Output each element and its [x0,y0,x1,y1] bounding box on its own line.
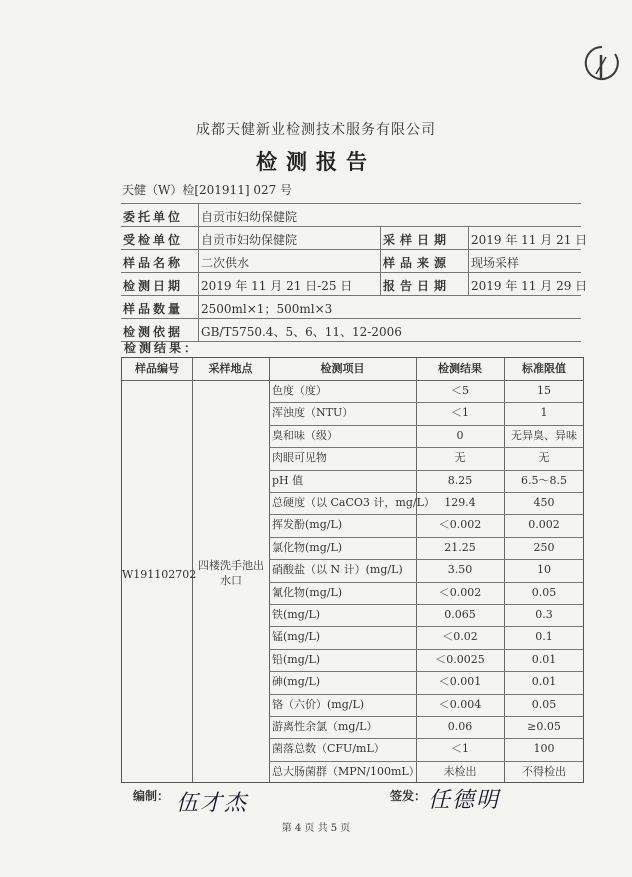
standard-limit: 10 [537,563,551,577]
report-number: 天健（W）检[201911] 027 号 [122,183,293,197]
divider [380,273,381,295]
standard-limit: 0.01 [531,652,557,666]
test-result: 0.06 [447,720,473,733]
test-item: 臭和味（级） [272,428,338,442]
info-row-quantity [121,296,581,319]
test-item: 锰(mg/L) [272,630,321,644]
report-title: 检测报告 [256,149,376,174]
standard-limit: 0.1 [535,630,553,644]
inspected-value: 自贡市妇幼保健院 [201,233,298,247]
results-heading: 检测结果： [124,341,200,355]
sample-name-value: 二次供水 [201,256,250,270]
basis-label: 检测依据 [123,325,184,339]
sample-source-value: 现场采样 [471,256,520,270]
divider [198,273,199,295]
test-result: ＜0.002 [438,585,482,599]
client-value: 自贡市妇幼保健院 [201,210,298,224]
basis-value: GB/T5750.4、5、6、11、12-2006 [201,325,402,339]
standard-limit: 0.05 [531,585,557,599]
test-result: 129.4 [444,496,476,509]
test-item: pH 值 [272,473,304,487]
divider [198,227,199,249]
test-item: 肉眼可见物 [272,451,327,465]
test-result: ＜5 [451,384,469,397]
header-test-item: 检测项目 [320,362,365,375]
column-divider [269,358,270,782]
test-item: 游离性余氯（mg/L） [272,720,378,733]
prepared-label: 编制： [133,789,170,803]
standard-limit: 450 [533,496,555,509]
test-item: 浑浊度（NTU） [272,406,354,420]
standard-limit: 0.3 [535,608,553,621]
test-item: 挥发酚(mg/L) [272,518,343,532]
standard-limit: 0.05 [531,697,557,711]
test-result: 无 [454,451,466,465]
standard-limit: 6.5～8.5 [521,473,567,487]
info-row-client [121,204,581,227]
column-divider [416,358,417,782]
test-item: 铁(mg/L) [272,608,321,621]
test-item: 铅(mg/L) [272,652,321,666]
client-label: 委托单位 [123,210,184,224]
sampling-date-value: 2019 年 11 月 21 日 [471,233,588,247]
standard-limit: 0.01 [531,675,557,689]
divider [198,319,199,341]
test-result: 未检出 [443,764,477,778]
prepared-signature: 伍才杰 [176,791,249,816]
corner-stamp-icon [584,44,620,84]
test-result: ＜1 [451,406,469,420]
standard-limit: 250 [533,540,555,554]
page-footer: 第 4 页 共 5 页 [281,823,351,834]
test-date-label: 检测日期 [123,279,184,293]
test-result: 0 [456,428,464,442]
divider [198,250,199,272]
standard-limit: 不得检出 [522,764,566,778]
report-date-label: 报告日期 [383,279,452,293]
test-item: 菌落总数（CFU/mL） [272,742,385,756]
test-result: ＜0.0025 [435,652,485,666]
sample-location: 四楼洗手池出水口 [198,559,264,587]
test-result: 0.065 [444,608,476,621]
divider [468,250,469,272]
test-result: ＜0.02 [442,630,478,644]
test-item: 氯化物(mg/L) [272,540,343,554]
standard-limit: 1 [540,406,548,420]
issued-signature: 任德明 [428,788,501,813]
standard-limit: 无异臭、异味 [511,428,577,442]
divider [468,227,469,249]
test-item: 总大肠菌群（MPN/100mL） [272,764,420,778]
test-item: 砷(mg/L) [272,675,321,689]
quantity-label: 样品数量 [123,302,184,316]
test-date-value: 2019 年 11 月 21 日-25 日 [201,279,353,293]
test-result: ＜1 [451,742,469,756]
test-item: 铬（六价）(mg/L) [272,697,365,711]
test-item: 色度（度） [272,384,327,397]
standard-limit: 0.002 [528,518,560,532]
results-table [121,357,584,783]
standard-limit: 100 [533,742,555,756]
inspected-label: 受检单位 [123,233,184,247]
test-result: 3.50 [447,563,473,577]
divider [198,296,199,318]
divider [380,250,381,272]
sampling-date-label: 采样日期 [383,233,452,247]
sample-id: W191102702 [122,568,197,581]
standard-limit: ≥0.05 [527,720,561,733]
divider [468,273,469,295]
test-result: ＜0.002 [438,518,482,532]
sample-name-label: 样品名称 [123,256,184,270]
report-date-value: 2019 年 11 月 29 日 [471,279,588,293]
standard-limit: 15 [537,384,551,397]
quantity-value: 2500ml×1；500ml×3 [201,302,333,316]
header-test-result: 检测结果 [438,362,482,375]
divider [380,227,381,249]
header-sample-id: 样品编号 [135,362,179,375]
info-row-sample-name [121,250,581,273]
test-result: 21.25 [444,540,476,554]
test-item: 硝酸盐（以 N 计）(mg/L) [272,563,403,577]
divider [198,204,199,226]
info-row-test-date [121,273,588,296]
test-result: 8.25 [447,473,473,487]
info-table [121,203,588,342]
test-result: ＜0.004 [438,697,482,711]
company-name: 成都天健新业检测技术服务有限公司 [196,122,436,138]
sample-source-label: 样品来源 [383,256,452,270]
test-item: 总硬度（以 CaCO3 计，mg/L） [272,496,435,509]
test-result: ＜0.001 [438,675,482,689]
header-standard-limit: 标准限值 [522,362,566,375]
test-item: 氰化物(mg/L) [272,585,343,599]
standard-limit: 无 [538,451,550,465]
header-sample-location: 采样地点 [208,362,253,375]
info-row-inspected [121,227,588,250]
issued-label: 签发： [390,789,427,803]
